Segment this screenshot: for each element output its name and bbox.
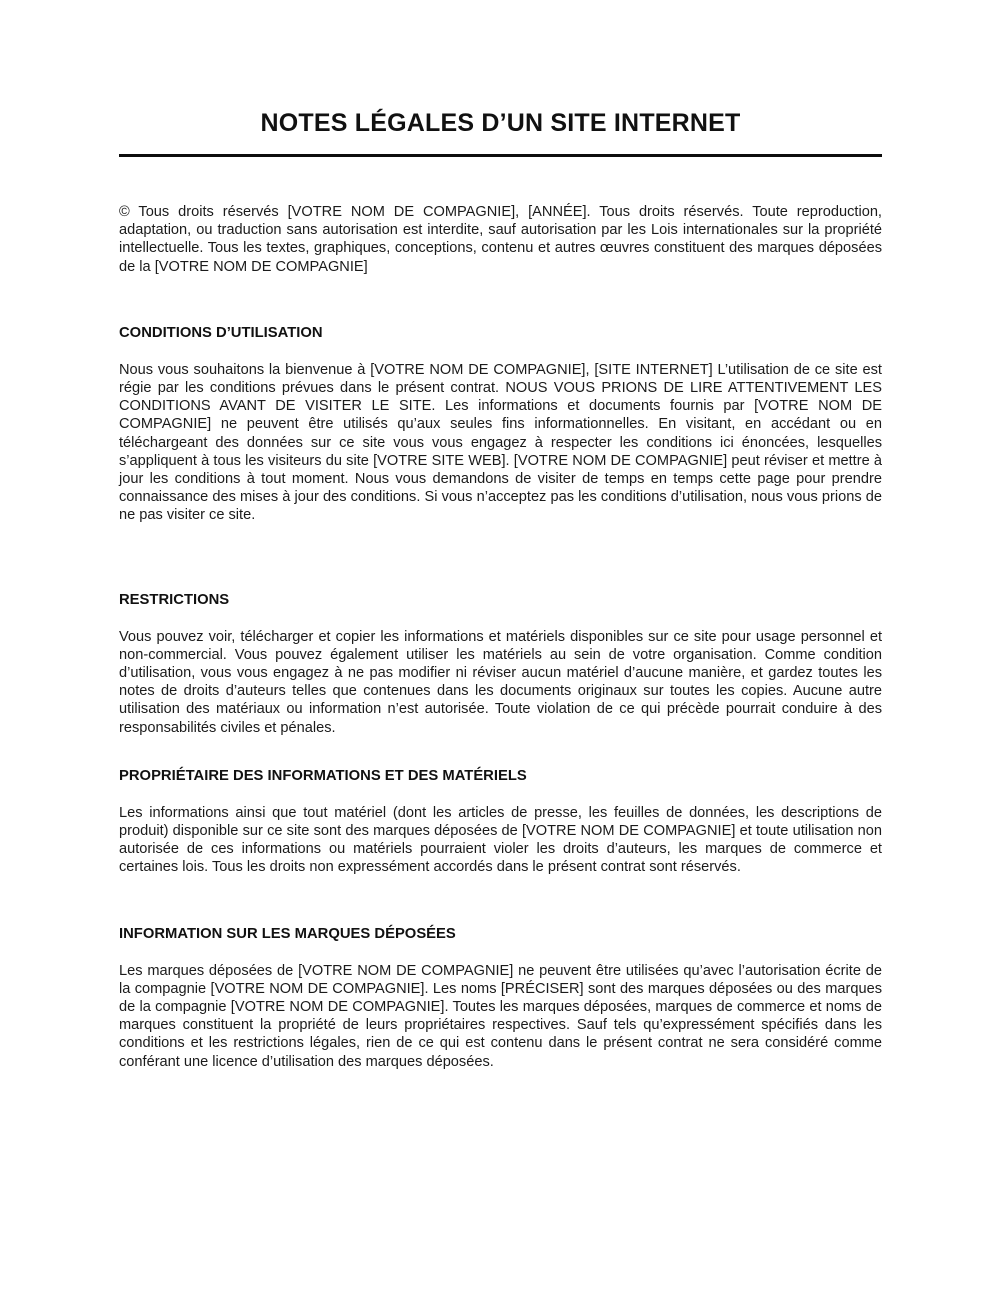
section-marques-deposees bbox=[119, 925, 882, 1071]
page-title: NOTES LÉGALES D’UN SITE INTERNET bbox=[260, 109, 741, 137]
section-heading-conditions-utilisation: CONDITIONS D’UTILISATION bbox=[119, 324, 323, 341]
copyright-paragraph: © Tous droits réservés [VOTRE NOM DE COMPAGNIE], [ANNÉE]. Tous droits réservés. Toute reproduction, adaptation, ou traduction sans autorisation est interdite, sauf autorisation par les Lois internationales sur la propriété intellectuelle. Tous les textes, graphiques, conceptions, contenu et autres œuvres constituent des marques déposées de la [VOTRE NOM DE COMPAGNIE] bbox=[119, 204, 882, 275]
section-conditions-utilisation bbox=[119, 324, 882, 525]
section-heading-marques-deposees: INFORMATION SUR LES MARQUES DÉPOSÉES bbox=[119, 925, 456, 942]
section-body-proprietaire-informations: Les informations ainsi que tout matériel (dont les articles de presse, les feuilles de données, les descriptions de produit) disponible sur ce site sont des marques déposées de [VOTRE NOM DE COMPAGNIE] et toute utilisation non autorisée de ces informations ou matériels pourraient violer les droits d’auteurs, les marques de commerce et certaines lois. Tous les droits non expressément accordés dans le présent contrat sont réservés. bbox=[119, 804, 882, 876]
title-divider bbox=[119, 154, 882, 157]
section-heading-restrictions: RESTRICTIONS bbox=[119, 591, 230, 608]
section-body-conditions-utilisation: Nous vous souhaitons la bienvenue à [VOTRE NOM DE COMPAGNIE], [SITE INTERNET] L’utilisation de ce site est régie par les conditions prévues dans le présent contrat. NOUS VOUS PRIONS DE LIRE ATTENTIVEMENT LES CONDITIONS AVANT DE VISITER LE SITE. Les informations et documents fournis par [VOTRE NOM DE COMPAGNIE] ne peuvent être utilisés qu’aux seules fins informationnelles. En visitant, en accédant ou en téléchargeant des données sur ce site vous vous engagez à respecter les conditions ici énoncées, lesquelles s’appliquent à tous les visiteurs du site [VOTRE SITE WEB]. [VOTRE NOM DE COMPAGNIE] peut réviser et mettre à jour les conditions à tout moment. Nous vous demandons de visiter de temps en temps cette page pour prendre connaissance des mises à jour des conditions. Si vous n’acceptez pas les conditions d’utilisation, nous vous prions de ne pas visiter ce site. bbox=[119, 361, 882, 524]
section-proprietaire-informations bbox=[119, 767, 882, 877]
section-restrictions bbox=[119, 591, 882, 737]
section-body-marques-deposees: Les marques déposées de [VOTRE NOM DE COMPAGNIE] ne peuvent être utilisées qu’avec l’autorisation écrite de la compagnie [VOTRE NOM DE COMPAGNIE]. Les noms [PRÉCISER] sont des marques déposées ou des marques de la compagnie [VOTRE NOM DE COMPAGNIE]. Toutes les marques déposées, marques de commerce et noms de marques constituent la propriété de leurs propriétaires respectives. Sauf tels qu’expressément spécifiés dans les conditions et les restrictions légales, rien de ce qui est contenu dans le présent contrat ne sera considéré comme conférant une licence d’utilisation des marques déposées. bbox=[119, 962, 882, 1070]
section-body-restrictions: Vous pouvez voir, télécharger et copier les informations et matériels disponibles sur ce site pour usage personnel et non-commercial. Vous pouvez également utiliser les matériels au sein de votre organisation. Comme condition d’utilisation, vous vous engagez à ne pas modifier ni réviser aucun matériel d’aucune manière, et gardez toutes les notes de droits d’auteurs telles que contenues dans les documents originaux sur toutes les copies. Aucune autre utilisation des matériaux ou information n’est autorisée. Toute violation de ce qui précède pourrait conduire à des responsabilités civiles et pénales. bbox=[119, 628, 882, 736]
section-heading-proprietaire-informations: PROPRIÉTAIRE DES INFORMATIONS ET DES MATÉRIELS bbox=[119, 767, 527, 784]
